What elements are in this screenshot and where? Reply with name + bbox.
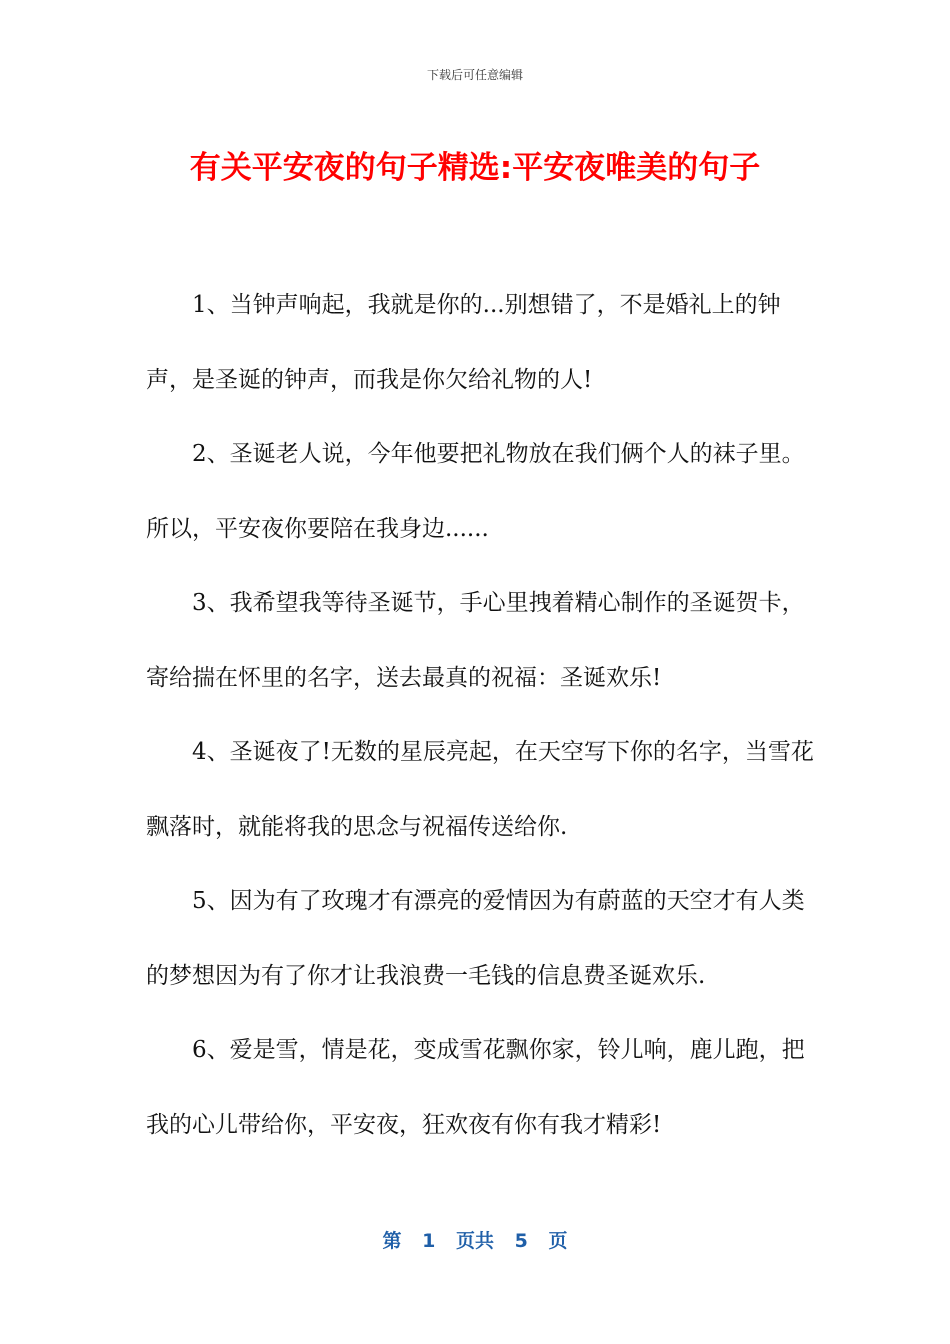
document-title: 有关平安夜的句子精选:平安夜唯美的句子 xyxy=(189,150,761,186)
paragraph-1: 1、当钟声响起，我就是你的...别想错了，不是婚礼上的钟声，是圣诞的钟声，而我是你欠给礼物的人! xyxy=(146,292,781,393)
paragraph-3: 3、我希望我等待圣诞节，手心里拽着精心制作的圣诞贺卡，寄给揣在怀里的名字，送去最真的祝福：圣诞欢乐! xyxy=(146,590,805,691)
paragraph-4: 4、圣诞夜了!无数的星辰亮起，在天空写下你的名字，当雪花飘落时，就能将我的思念与祝福传送给你. xyxy=(146,739,814,840)
paragraph-5: 5、因为有了玫瑰才有漂亮的爱情因为有蔚蓝的天空才有人类的梦想因为有了你才让我浪费一毛钱的信息费圣诞欢乐. xyxy=(146,888,805,989)
paragraph-2: 2、圣诞老人说，今年他要把礼物放在我们俩个人的袜子里。所以，平安夜你要陪在我身边...... xyxy=(146,441,805,542)
document-body xyxy=(146,268,816,1162)
page-indicator: 第 1 页共 5 页 xyxy=(382,1230,568,1252)
paragraph-6: 6、爱是雪，情是花，变成雪花飘你家，铃儿响，鹿儿跑，把我的心儿带给你，平安夜，狂欢夜有你有我才精彩! xyxy=(146,1037,805,1138)
header-note: 下载后可任意编辑 xyxy=(426,68,523,82)
